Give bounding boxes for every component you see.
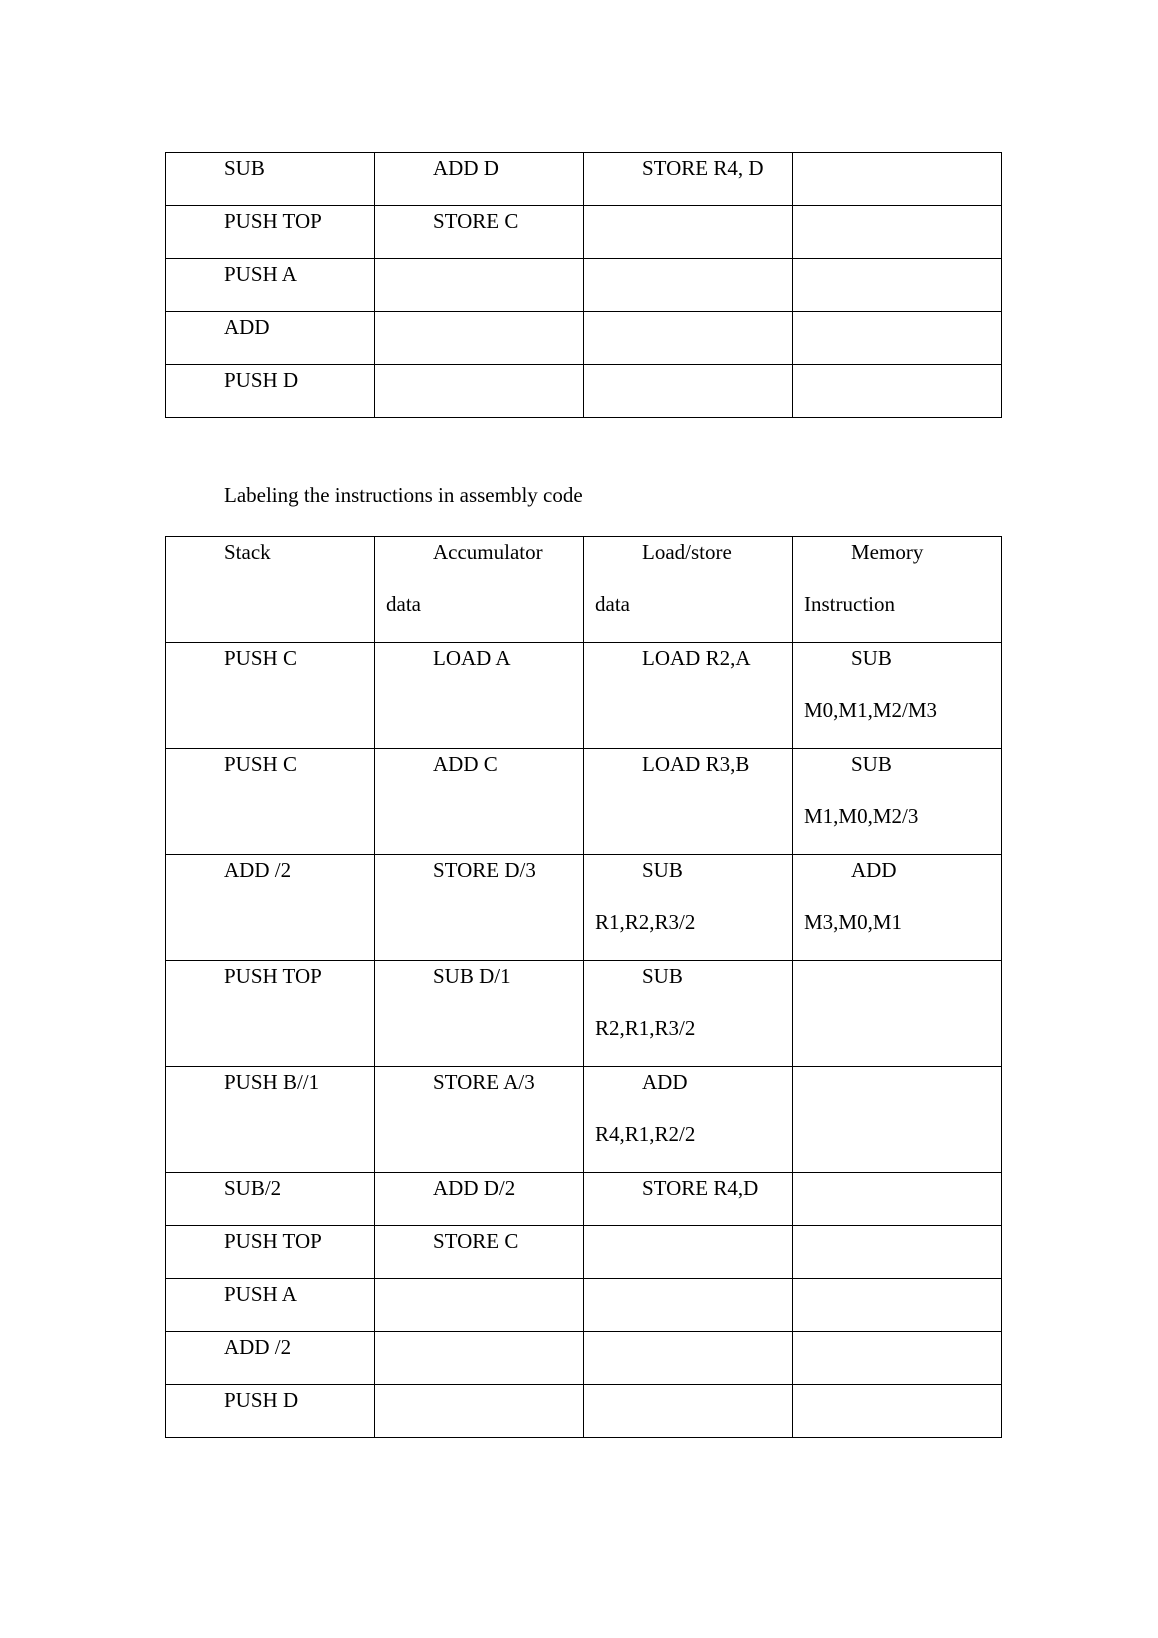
- table-cell: [375, 749, 584, 855]
- table-cell: [166, 1226, 375, 1279]
- cell-text: ADD: [224, 315, 270, 339]
- table-cell: [793, 1279, 1002, 1332]
- table-row: [166, 749, 1002, 855]
- table-body: [166, 153, 1002, 418]
- table-cell: [375, 259, 584, 312]
- cell-text: ADD D/2: [433, 1176, 516, 1200]
- table-cell: [793, 961, 1002, 1067]
- table-cell: [166, 365, 375, 418]
- table-cell: [584, 312, 793, 365]
- table-cell: [375, 1332, 584, 1385]
- cell-text: ADD D: [433, 156, 499, 180]
- table-cell: [166, 749, 375, 855]
- cell-text: PUSH B//1: [224, 1070, 320, 1094]
- cell-text-continued: M1,M0,M2/3: [804, 804, 919, 828]
- table-cell: [793, 312, 1002, 365]
- table-row: [166, 855, 1002, 961]
- table-cell: [584, 855, 793, 961]
- cell-text: STORE R4, D: [642, 156, 764, 180]
- table-cell: [793, 643, 1002, 749]
- cell-text: SUB: [851, 752, 892, 776]
- table-cell: [584, 153, 793, 206]
- table-row: [166, 1332, 1002, 1385]
- cell-text: STORE A/3: [433, 1070, 535, 1094]
- table-cell: [793, 1332, 1002, 1385]
- table-body: [166, 537, 1002, 1438]
- cell-text: STORE C: [433, 1229, 519, 1253]
- table-cell: [793, 153, 1002, 206]
- table-cell: [375, 855, 584, 961]
- cell-text: PUSH TOP: [224, 209, 322, 233]
- cell-text: Load/store: [642, 540, 732, 564]
- table-cell: [584, 1226, 793, 1279]
- table-cell: [584, 1279, 793, 1332]
- table-cell: [584, 749, 793, 855]
- table-cell: [166, 1279, 375, 1332]
- table-cell: [375, 537, 584, 643]
- cell-text: ADD /2: [224, 1335, 292, 1359]
- table-cell: [584, 1173, 793, 1226]
- table-cell: [793, 1226, 1002, 1279]
- table-row: [166, 1067, 1002, 1173]
- cell-text: SUB: [224, 156, 265, 180]
- table-cell: [166, 1173, 375, 1226]
- cell-text-continued: Instruction: [804, 592, 895, 616]
- cell-text-continued: data: [386, 592, 421, 616]
- table-cell: [375, 153, 584, 206]
- table-cell: [793, 1067, 1002, 1173]
- table-cell: [375, 1067, 584, 1173]
- table-caption: Labeling the instructions in assembly code: [224, 483, 583, 507]
- table-cell: [584, 259, 793, 312]
- table-row: [166, 1385, 1002, 1438]
- table-row: [166, 259, 1002, 312]
- cell-text: ADD: [642, 1070, 688, 1094]
- table-row: [166, 643, 1002, 749]
- table-cell: [793, 1173, 1002, 1226]
- table-cell: [166, 643, 375, 749]
- cell-text: PUSH A: [224, 262, 297, 286]
- cell-text: PUSH TOP: [224, 964, 322, 988]
- table-cell: [584, 1067, 793, 1173]
- cell-text: LOAD R3,B: [642, 752, 750, 776]
- cell-text-continued: data: [595, 592, 630, 616]
- table-cell: [166, 153, 375, 206]
- table-row: [166, 1173, 1002, 1226]
- table-header-row: [166, 537, 1002, 643]
- cell-text-continued: R1,R2,R3/2: [595, 910, 696, 934]
- table-cell: [375, 206, 584, 259]
- cell-text: ADD: [851, 858, 897, 882]
- cell-text: PUSH C: [224, 646, 297, 670]
- table-cell: [375, 961, 584, 1067]
- table-cell: [584, 1385, 793, 1438]
- table-row: [166, 1226, 1002, 1279]
- cell-text: SUB: [851, 646, 892, 670]
- table-row: [166, 206, 1002, 259]
- table-row: [166, 365, 1002, 418]
- cell-text: STORE C: [433, 209, 519, 233]
- table-cell: [166, 1332, 375, 1385]
- cell-text: STORE R4,D: [642, 1176, 759, 1200]
- cell-text: LOAD A: [433, 646, 511, 670]
- table-cell: [166, 961, 375, 1067]
- cell-text: PUSH TOP: [224, 1229, 322, 1253]
- table-cell: [375, 312, 584, 365]
- table-cell: [166, 1385, 375, 1438]
- cell-text: Stack: [224, 540, 271, 564]
- table-cell: [793, 259, 1002, 312]
- table-cell: [793, 206, 1002, 259]
- cell-text: SUB/2: [224, 1176, 282, 1200]
- cell-text: PUSH C: [224, 752, 297, 776]
- table-row: [166, 312, 1002, 365]
- table-cell: [793, 365, 1002, 418]
- table-cell: [584, 365, 793, 418]
- cell-text: Accumulator: [433, 540, 543, 564]
- table-cell: [166, 537, 375, 643]
- table-cell: [584, 206, 793, 259]
- cell-text: ADD /2: [224, 858, 292, 882]
- table-cell: [375, 1385, 584, 1438]
- table-cell: [166, 855, 375, 961]
- table-cell: [584, 537, 793, 643]
- cell-text-continued: M0,M1,M2/M3: [804, 698, 938, 722]
- table-cell: [375, 1279, 584, 1332]
- table-cell: [793, 537, 1002, 643]
- cell-text: PUSH A: [224, 1282, 297, 1306]
- table-cell: [166, 206, 375, 259]
- cell-text-continued: R2,R1,R3/2: [595, 1016, 696, 1040]
- cell-text: SUB D/1: [433, 964, 511, 988]
- table-cell: [166, 312, 375, 365]
- cell-text: PUSH D: [224, 368, 299, 392]
- table-cell: [166, 259, 375, 312]
- table-cell: [375, 643, 584, 749]
- cell-text: SUB: [642, 964, 683, 988]
- table-cell: [375, 1226, 584, 1279]
- instruction-table-labeled: [165, 536, 1002, 1438]
- table-cell: [793, 1385, 1002, 1438]
- table-cell: [584, 1332, 793, 1385]
- cell-text-continued: R4,R1,R2/2: [595, 1122, 696, 1146]
- table-row: [166, 961, 1002, 1067]
- table-row: [166, 1279, 1002, 1332]
- table-cell: [375, 365, 584, 418]
- table-cell: [584, 961, 793, 1067]
- cell-text-continued: M3,M0,M1: [804, 910, 903, 934]
- cell-text: LOAD R2,A: [642, 646, 751, 670]
- table-cell: [584, 643, 793, 749]
- table-cell: [793, 855, 1002, 961]
- table-cell: [375, 1173, 584, 1226]
- cell-text: ADD C: [433, 752, 498, 776]
- instruction-table-first: [165, 152, 1002, 418]
- cell-text: Memory: [851, 540, 924, 564]
- table-cell: [793, 749, 1002, 855]
- cell-text: PUSH D: [224, 1388, 299, 1412]
- table-cell: [166, 1067, 375, 1173]
- cell-text: SUB: [642, 858, 683, 882]
- cell-text: STORE D/3: [433, 858, 536, 882]
- table-row: [166, 153, 1002, 206]
